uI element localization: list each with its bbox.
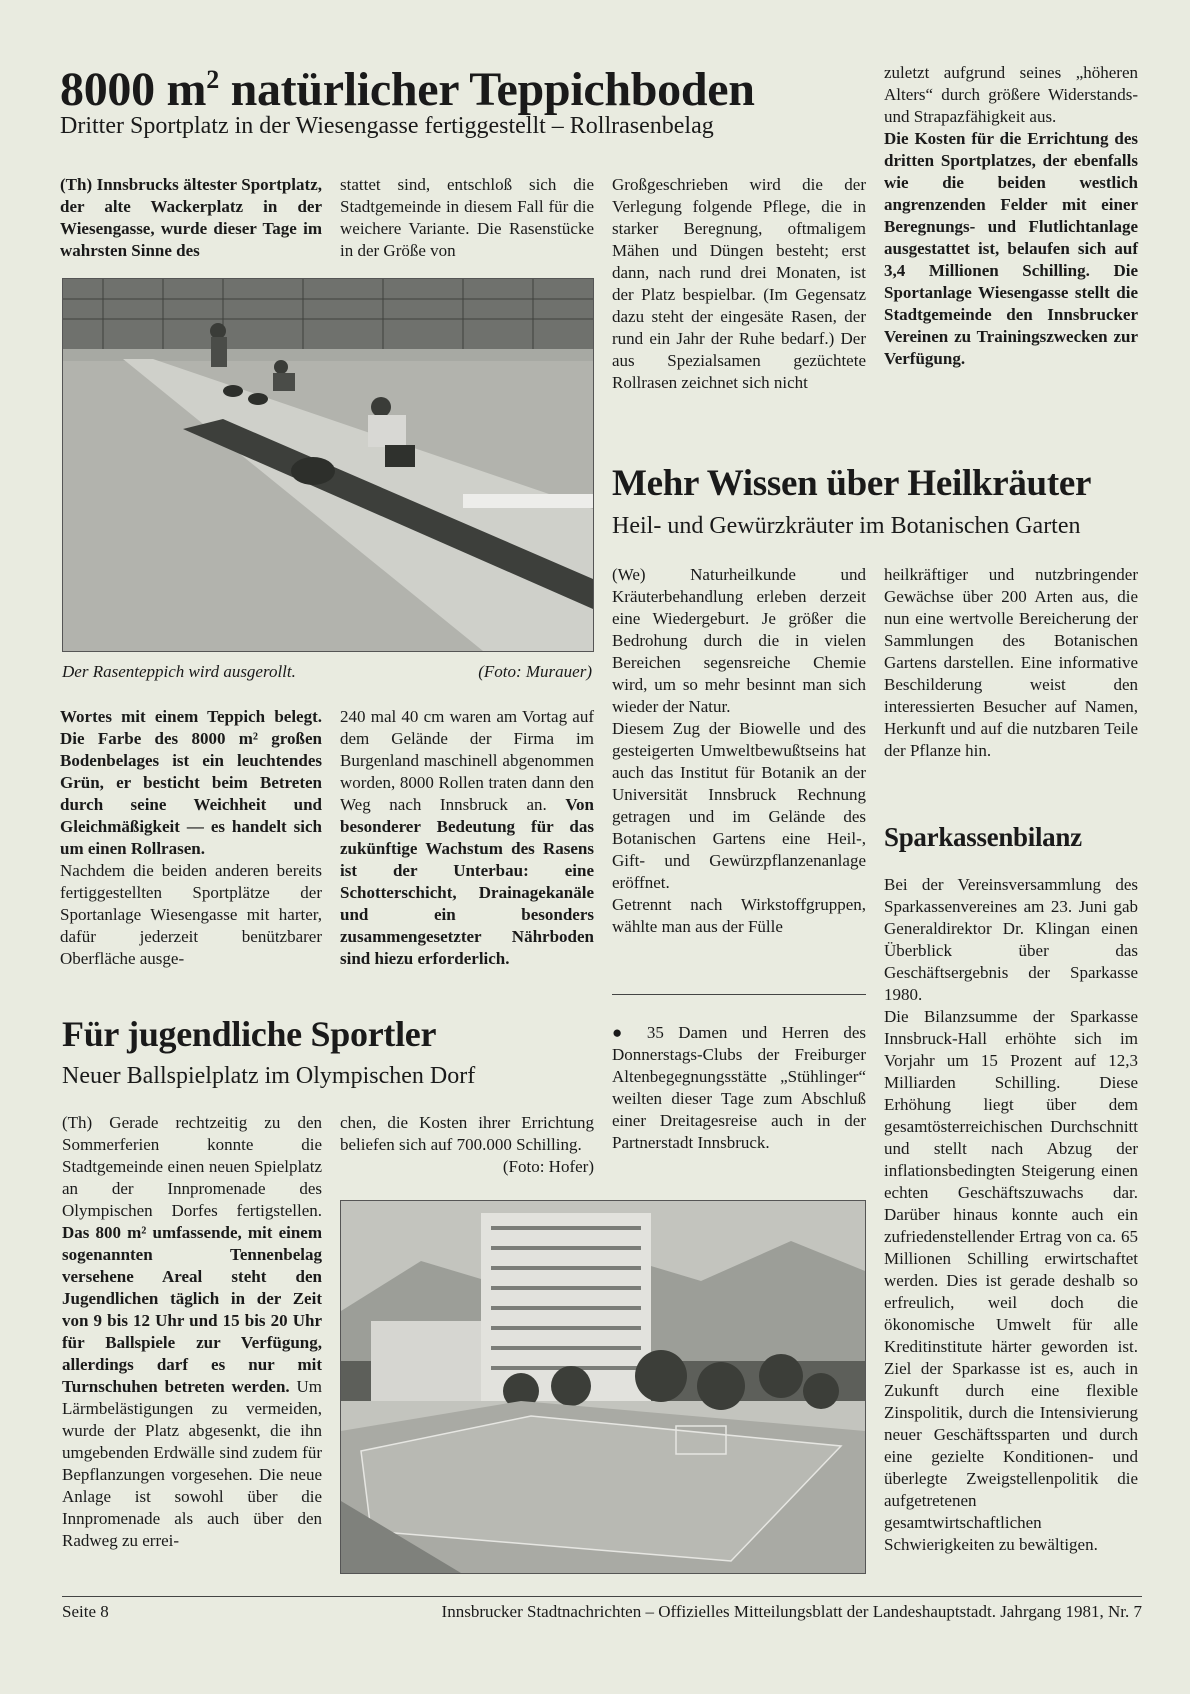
article-4-col1-text: (Th) Gerade rechtzeitig zu den Sommerferien konnte die Stadtgemeinde einen neuen Spielplatz an der Innpromenade des Olympischen Dorfes fertigstellen. [62, 1113, 322, 1220]
article-4-title: Für jugendliche Sportler [62, 1014, 437, 1054]
article-2-subtitle: Heil- und Gewürzkräuter im Botanischen Garten [612, 513, 1081, 539]
ballfield-photo-image [341, 1201, 865, 1573]
article-3-p2: Die Bilanzsumme der Sparkasse Innsbruck-Hall erhöhte sich im Vorjahr um 15 Prozent auf 12,3 Milliarden Schilling. Diese Erhöhung liegt über dem gesamtösterreichischen Durchschnitt und stellt nach Abzug der inflationsbedingten Steigerung einen echten Geschäftszuwachs dar. Darüber hinaus konnte auch ein zufriedenstellender Ertrag von ca. 65 Millionen Schilling erwirtschaftet werden. Dies ist gerade deshalb so erfreulich, weil doch die ökonomische Umwelt für alle Kreditinstitute härter geworden ist. Ziel der Sparkasse ist es, auch in Zukunft durch eine flexible Zinspolitik, durch die Intensivierung neuer Geschäftssparten und durch eine gezielte Konditionen- und überlegte Zweigstellenpolitik die aufgetretenen gesamtwirtschaftlichen Schwierigkeiten zu bewältigen. [884, 1007, 1138, 1554]
page-number: Seite 8 [62, 1602, 109, 1621]
article-2-col1 [612, 564, 866, 938]
article-2-col2: heilkräftiger und nutzbringender Gewächse über 200 Arten aus, die nun eine wertvolle Bereicherung der Sammlungen des Botanischen Gartens darstellen. Eine informative Beschilderung weist den interessierten Besucher auf Namen, Herkunft und auf die nutzbaren Teile der Pflanze hin. [884, 565, 1138, 760]
notice-block [612, 1022, 866, 1154]
article-4-col1-rest: Um Lärmbelästigungen zu vermeiden, wurde der Platz abgesenkt, die ihn umgebenden Erdwälle sind zudem für Bepflanzungen vorgesehen. Die neue Anlage ist sowohl über die Innpromenade als auch über den Radweg zu errei- [62, 1377, 323, 1550]
lawn-laying-photo [62, 278, 594, 652]
article-2-col1-p3: Getrennt nach Wirkstoffgruppen, wählte man aus der Fülle [612, 895, 866, 936]
article-1-col3: Großgeschrieben wird die der Verlegung folgende Pflege, die in starker Beregnung, oftmaligem Mähen und Düngen besteht; erst dann, nach rund drei Monaten, ist der Platz bespielbar. (Im Gegensatz dazu steht der eingesäte Rasen, der rund ein Jahr der Ruhe bedarf.) Der aus Spezialsamen gezüchtete Rollrasen zeichnet sich nicht [612, 175, 866, 392]
photo-credit: (Foto: Hofer) [502, 1157, 594, 1176]
article-4-col2 [340, 1112, 594, 1178]
bullet-icon: ● [612, 1023, 633, 1042]
notice-text: 35 Damen und Herren des Donnerstags-Clubs der Freiburger Altenbegegnungsstätte „Stühlinger“ weilten dieser Tage zum Abschluß einer Dreitagesreise auch in der Partnerstadt Innsbruck. [612, 1023, 866, 1152]
title-part: 8000 m [60, 63, 207, 116]
article-1-col2-bottom [340, 706, 594, 970]
article-1-col4 [884, 62, 1138, 370]
title-superscript: 2 [206, 65, 219, 94]
article-1-title [60, 52, 755, 118]
footer-rule [62, 1596, 1142, 1597]
article-1-col1-bold: Wortes mit einem Teppich belegt. Die Farbe des 8000 m² großen Bodenbelages ist ein leuchtendes Grün, er besticht beim Betreten durch seine Weichheit und Gleichmäßigkeit — es handelt sich um einen Rollrasen. [60, 707, 322, 858]
photo-caption: Der Rasenteppich wird ausgerollt. [62, 662, 296, 681]
article-1-col4-bold: Die Kosten für die Errichtung des dritten Sportplatzes, der ebenfalls wie die beiden westlich angrenzenden Felder mit einer Beregnungs- und Flutlichtanlage ausgestattet ist, belaufen sich auf 3,4 Millionen Schilling. Die Sportanlage Wiesengasse stellt die Stadtgemeinde den Innsbrucker Vereinen zu Trainingszwecken zur Verfügung. [884, 129, 1138, 368]
article-3-body [884, 874, 1138, 1556]
article-1-col2-top: stattet sind, entschloß sich die Stadtgemeinde in diesem Fall für die weichere Variante. Die Rasenstücke in der Größe von [340, 175, 594, 260]
publication-line: Innsbrucker Stadtnachrichten – Offizielles Mitteilungsblatt der Landeshauptstadt. Jahrgang 1981, Nr. 7 [441, 1602, 1142, 1621]
article-1-col4-text: zuletzt aufgrund seines „höheren Alters“ durch größere Widerstands- und Strapazfähigkeit aus. [884, 63, 1138, 126]
article-4-col1 [62, 1112, 322, 1552]
article-2-col1-p1: (We) Naturheilkunde und Kräuterbehandlung erleben derzeit eine Wiedergeburt. Je größer die Bedrohung durch die in vielen Bereichen segensreiche Chemie wird, um so mehr besinnt man sich wieder der Natur. [612, 565, 866, 716]
article-3-p1: Bei der Vereinsversammlung des Sparkassenvereines am 23. Juni gab Generaldirektor Dr. Klingan einen Überblick über das Geschäftsergebnis der Sparkasse 1980. [884, 875, 1138, 1004]
article-1-col1-text: Nachdem die beiden anderen bereits fertiggestellten Sportplätze der Sportanlage Wiesengasse mit harter, dafür jederzeit benützbarer Oberfläche ausge- [60, 861, 322, 968]
article-2-col1-p2: Diesem Zug der Biowelle und des gesteigerten Umweltbewußtseins hat auch das Institut für Botanik an der Universität Innsbruck Rechnung getragen und im Gelände des Botanischen Gartens eine Heil-, Gift- und Gewürzpflanzenanlage eröffnet. [612, 719, 866, 892]
article-1-subtitle: Dritter Sportplatz in der Wiesengasse fertiggestellt – Rollrasenbelag [60, 113, 714, 139]
article-4-subtitle: Neuer Ballspielplatz im Olympischen Dorf [62, 1063, 476, 1089]
article-1-col1-bottom [60, 706, 322, 970]
lawn-photo-image [63, 279, 593, 651]
article-4-col2-text: chen, die Kosten ihrer Errichtung beliefen sich auf 700.000 Schilling. [340, 1113, 594, 1154]
article-1-col2-text: 240 mal 40 cm waren am Vortag auf dem Gelände der Firma im Burgenland maschinell abgenommen worden, 8000 Rollen traten dann den Weg nach Innsbruck an. [340, 707, 594, 814]
article-3-title: Sparkassenbilanz [884, 822, 1082, 852]
article-1-col2-bold: Von besonderer Bedeutung für das zukünftige Wachstum des Rasens ist der Unterbau: eine Schotterschicht, Drainagekanäle und ein besonders zusammengesetzter Nährboden sind hiezu erforderlich. [340, 795, 594, 968]
title-part: natürlicher Teppichboden [218, 63, 755, 116]
photo-credit: (Foto: Murauer) [478, 662, 592, 681]
section-divider [612, 994, 866, 995]
article-4-col1-bold: Das 800 m² umfassende, mit einem sogenannten Tennenbelag versehene Areal steht den Jugendlichen täglich in der Zeit von 9 bis 12 Uhr und 15 bis 20 Uhr für Ballspiele zur Verfügung, allerdings darf es nur mit Turnschuhen betreten werden. [62, 1223, 322, 1396]
article-2-title: Mehr Wissen über Heilkräuter [612, 463, 1092, 504]
article-1-col1-top: (Th) Innsbrucks ältester Sportplatz, der alte Wackerplatz in der Wiesengasse, wurde dieser Tage im wahrsten Sinne des [60, 175, 322, 260]
ballspielplatz-photo [340, 1200, 866, 1574]
